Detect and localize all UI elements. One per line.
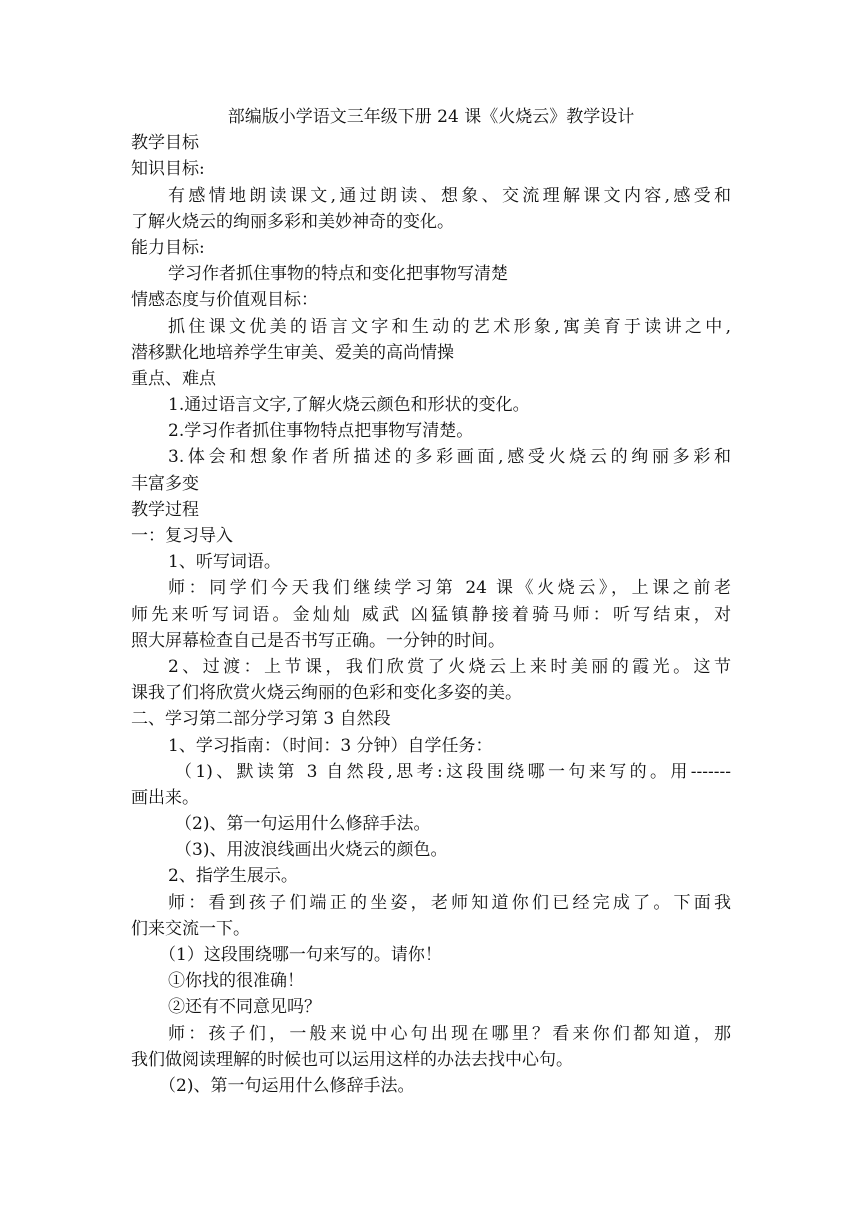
paragraph-line: 师：同学们今天我们继续学习第 24 课《火烧云》，上课之前老 — [168, 578, 731, 599]
paragraph-line: 师：孩子们，一般来说中心句出现在哪里？看来你们都知道，那 — [168, 1023, 731, 1044]
paragraph-line: 画出来。 — [131, 787, 199, 808]
subheading: 情感态度与价值观目标： — [131, 290, 318, 311]
subheading: 知识目标: — [131, 159, 205, 180]
section-heading: 重点、难点 — [131, 368, 216, 389]
list-item: 1、听写词语。 — [168, 552, 281, 573]
list-item: （1）这段围绕哪一句来写的。请你！ — [159, 945, 442, 965]
paragraph-line: 2、过渡：上节课，我们欣赏了火烧云上来时美丽的霞光。这节 — [168, 656, 731, 677]
list-item: 2.学习作者抓住事物特点把事物写清楚。 — [168, 421, 474, 442]
list-item: 2、指学生展示。 — [168, 866, 298, 887]
paragraph-line: 们来交流一下。 — [131, 918, 250, 939]
section-heading: 教学过程 — [131, 499, 199, 520]
paragraph-line: 潜移默化地培养学生审美、爱美的高尚情操 — [131, 342, 454, 363]
paragraph-line: 师先来听写词语。金灿灿 威武 凶猛镇静接着骑马师：听写结束，对 — [131, 604, 731, 625]
paragraph-line: 抓住课文优美的语言文字和生动的艺术形象,寓美育于读讲之中, — [168, 316, 731, 337]
list-item: （2)、第一句运用什么修辞手法。 — [159, 1075, 415, 1096]
list-item: （2)、第一句运用什么修辞手法。 — [175, 814, 431, 835]
list-item: ②还有不同意见吗？ — [168, 997, 321, 1018]
paragraph-line: 有感情地朗读课文,通过朗读、想象、交流理解课文内容,感受和 — [168, 185, 731, 206]
paragraph-line: 丰富多变 — [131, 473, 199, 494]
list-item: （3)、用波浪线画出火烧云的颜色。 — [175, 840, 448, 861]
list-item: （1)、默读第 3 自然段,思考:这段围绕哪一句来写的。用------- — [175, 761, 731, 782]
paragraph-line: 学习作者抓住事物的特点和变化把事物写清楚 — [168, 264, 508, 285]
subheading: 二、学习第二部分学习第 3 自然段 — [131, 709, 391, 730]
paragraph-line: 师：看到孩子们端正的坐姿，老师知道你们已经完成了。下面我 — [168, 892, 731, 913]
subheading: 能力目标: — [131, 237, 205, 258]
list-item: 1.通过语言文字,了解火烧云颜色和形状的变化。 — [168, 395, 530, 416]
document-title: 部编版小学语文三年级下册 24 课《火烧云》教学设计 — [227, 107, 635, 127]
document-page — [131, 104, 731, 1099]
paragraph-line: 照大屏幕检查自己是否书写正确。一分钟的时间。 — [131, 630, 505, 651]
paragraph-line: 课我了们将欣赏火烧云绚丽的色彩和变化多姿的美。 — [131, 683, 522, 704]
section-heading: 教学目标 — [131, 133, 199, 154]
list-item: 1、学习指南：（时间：3 分钟）自学任务： — [168, 735, 493, 756]
list-item: 3.体会和想象作者所描述的多彩画面,感受火烧云的绚丽多彩和 — [168, 447, 731, 468]
list-item: ①你找的很准确！ — [168, 971, 304, 992]
subheading: 一：复习导入 — [131, 526, 233, 546]
paragraph-line: 了解火烧云的绚丽多彩和美妙神奇的变化。 — [131, 211, 454, 232]
paragraph-line: 我们做阅读理解的时候也可以运用这样的办法去找中心句。 — [131, 1049, 573, 1070]
